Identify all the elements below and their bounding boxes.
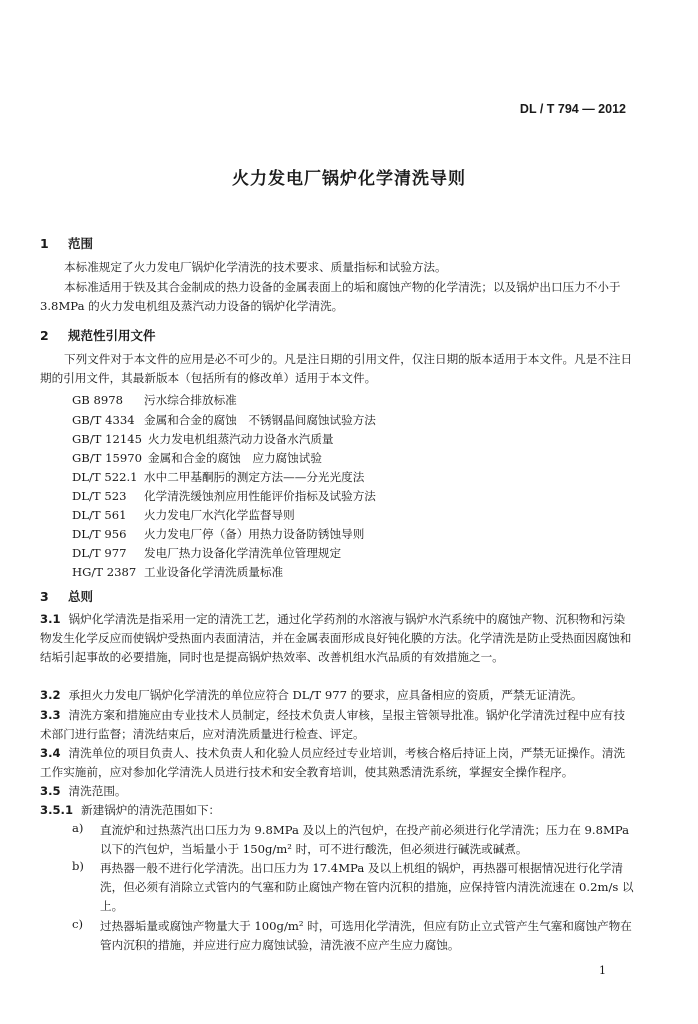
ref-title: 污水综合排放标准: [144, 393, 237, 407]
ref-item: [72, 488, 376, 504]
ref-code: GB/T 4334: [72, 413, 135, 427]
ref-title: 发电厂热力设备化学清洗单位管理规定: [144, 546, 342, 560]
clause-3-5-1: [40, 801, 634, 820]
clause-text: 新建锅炉的清洗范围如下：: [81, 803, 221, 817]
clause-3-3: [40, 706, 634, 744]
clause-number: 3.5: [40, 784, 61, 798]
section-title: 规范性引用文件: [68, 328, 156, 343]
ref-code: DL/T 522.1: [72, 470, 138, 484]
ref-item: [72, 507, 295, 523]
section-1-heading: [40, 234, 93, 252]
ref-item: [72, 564, 283, 580]
ref-title: 火力发电厂停（备）用热力设备防锈蚀导则: [144, 527, 365, 541]
ref-item: [72, 450, 322, 466]
clause-text: 锅炉化学清洗是指采用一定的清洗工艺，通过化学药剂的水溶液与锅炉水汽系统中的腐蚀产物、沉积物和污染物发生化学反应而使锅炉受热面内表面清洁，并在金属表面形成良好钝化膜的方法。化学清洗是防止受热面因腐蚀和结垢引起事故的必要措施，同时也是提高锅炉热效率、改善机组水汽品质的有效措施之一。: [40, 612, 632, 665]
ref-item: [72, 412, 376, 428]
section-1-para-1: 本标准规定了火力发电厂锅炉化学清洗的技术要求、质量指标和试验方法。: [64, 260, 447, 274]
standard-code: DL / T 794 — 2012: [519, 102, 626, 116]
page-number: 1: [599, 964, 606, 977]
ref-code: HG/T 2387: [72, 565, 137, 579]
clause-text: 清洗方案和措施应由专业技术人员制定，经技术负责人审核，呈报主管领导批准。锅炉化学清洗过程中应有技术部门进行监督；清洗结束后，应对清洗质量进行检查、评定。: [40, 708, 626, 742]
section-1-para-2: 本标准适用于铁及其合金制成的热力设备的金属表面上的垢和腐蚀产物的化学清洗；以及锅炉出口压力不小于 3.8MPa 的火力发电机组及蒸汽动力设备的锅炉化学清洗。: [40, 280, 621, 314]
ref-title: 金属和合金的腐蚀 不锈钢晶间腐蚀试验方法: [144, 413, 376, 427]
ref-title: 火力发电厂水汽化学监督导则: [144, 508, 295, 522]
ref-code: GB/T 12145: [72, 432, 142, 446]
section-2-heading: [40, 326, 156, 344]
clause-text: 承担火力发电厂锅炉化学清洗的单位应符合 DL/T 977 的要求，应具备相应的资质，严禁无证清洗。: [68, 688, 583, 702]
list-item-a: 直流炉和过热蒸汽出口压力为 9.8MPa 及以上的汽包炉，在投产前必须进行化学清洗；压力在 9.8MPa 以下的汽包炉，当垢量小于 150g/m² 时，可不进行酸洗，但必须进行碱洗或碱煮。: [100, 823, 630, 857]
ref-code: DL/T 977: [72, 546, 127, 560]
clause-number: 3.3: [40, 708, 61, 722]
section-2-intro: 下列文件对于本文件的应用是必不可少的。凡是注日期的引用文件，仅注日期的版本适用于本文件。凡是不注日期的引用文件，其最新版本（包括所有的修改单）适用于本文件。: [40, 352, 633, 386]
ref-item: [72, 392, 237, 408]
ref-title: 金属和合金的腐蚀 应力腐蚀试验: [148, 451, 322, 465]
ref-code: GB/T 15970: [72, 451, 142, 465]
clause-text: 清洗单位的项目负责人、技术负责人和化验人员应经过专业培训，考核合格后持证上岗，严禁无证操作。清洗工作实施前，应对参加化学清洗人员进行技术和安全教育培训，使其熟悉清洗系统，掌握安全操作程序。: [40, 746, 626, 780]
ref-code: DL/T 561: [72, 508, 127, 522]
list-item-label: c): [72, 917, 84, 931]
list-item-b: 再热器一般不进行化学清洗。出口压力为 17.4MPa 及以上机组的锅炉，再热器可根据情况进行化学清洗，但必须有消除立式管内的气塞和防止腐蚀产物在管内沉积的措施，应保持管内清洗流速在 0.2m/s 以上。: [100, 861, 634, 914]
clause-3-5: [40, 782, 634, 801]
section-number: 3: [40, 589, 49, 604]
ref-item: [72, 545, 341, 561]
ref-item: [72, 431, 334, 447]
ref-item: [72, 526, 364, 542]
list-item-c: 过热器垢量或腐蚀产物量大于 100g/m² 时，可选用化学清洗，但应有防止立式管产生气塞和腐蚀产物在管内沉积的措施，并应进行应力腐蚀试验，清洗液不应产生应力腐蚀。: [100, 919, 632, 953]
clause-number: 3.1: [40, 612, 61, 626]
ref-title: 工业设备化学清洗质量标准: [144, 565, 284, 579]
ref-item: [72, 469, 364, 485]
ref-code: DL/T 956: [72, 527, 127, 541]
ref-title: 水中二甲基酮肟的测定方法——分光光度法: [144, 470, 365, 484]
section-number: 2: [40, 328, 49, 343]
ref-code: DL/T 523: [72, 489, 127, 503]
clause-text: 清洗范围。: [68, 784, 127, 798]
clause-number: 3.5.1: [40, 803, 74, 817]
ref-title: 火力发电机组蒸汽动力设备水汽质量: [148, 432, 334, 446]
ref-code: GB 8978: [72, 393, 123, 407]
clause-3-1: [40, 610, 634, 668]
section-3-heading: [40, 587, 93, 605]
clause-number: 3.4: [40, 746, 61, 760]
clause-number: 3.2: [40, 688, 61, 702]
section-number: 1: [40, 236, 49, 251]
list-item-label: a): [72, 821, 84, 835]
list-item-label: b): [72, 859, 84, 873]
document-title: 火力发电厂锅炉化学清洗导则: [232, 169, 466, 189]
section-title: 总则: [68, 589, 94, 604]
clause-3-2: [40, 686, 634, 705]
section-title: 范围: [68, 236, 94, 251]
ref-title: 化学清洗缓蚀剂应用性能评价指标及试验方法: [144, 489, 376, 503]
clause-3-4: [40, 744, 634, 782]
